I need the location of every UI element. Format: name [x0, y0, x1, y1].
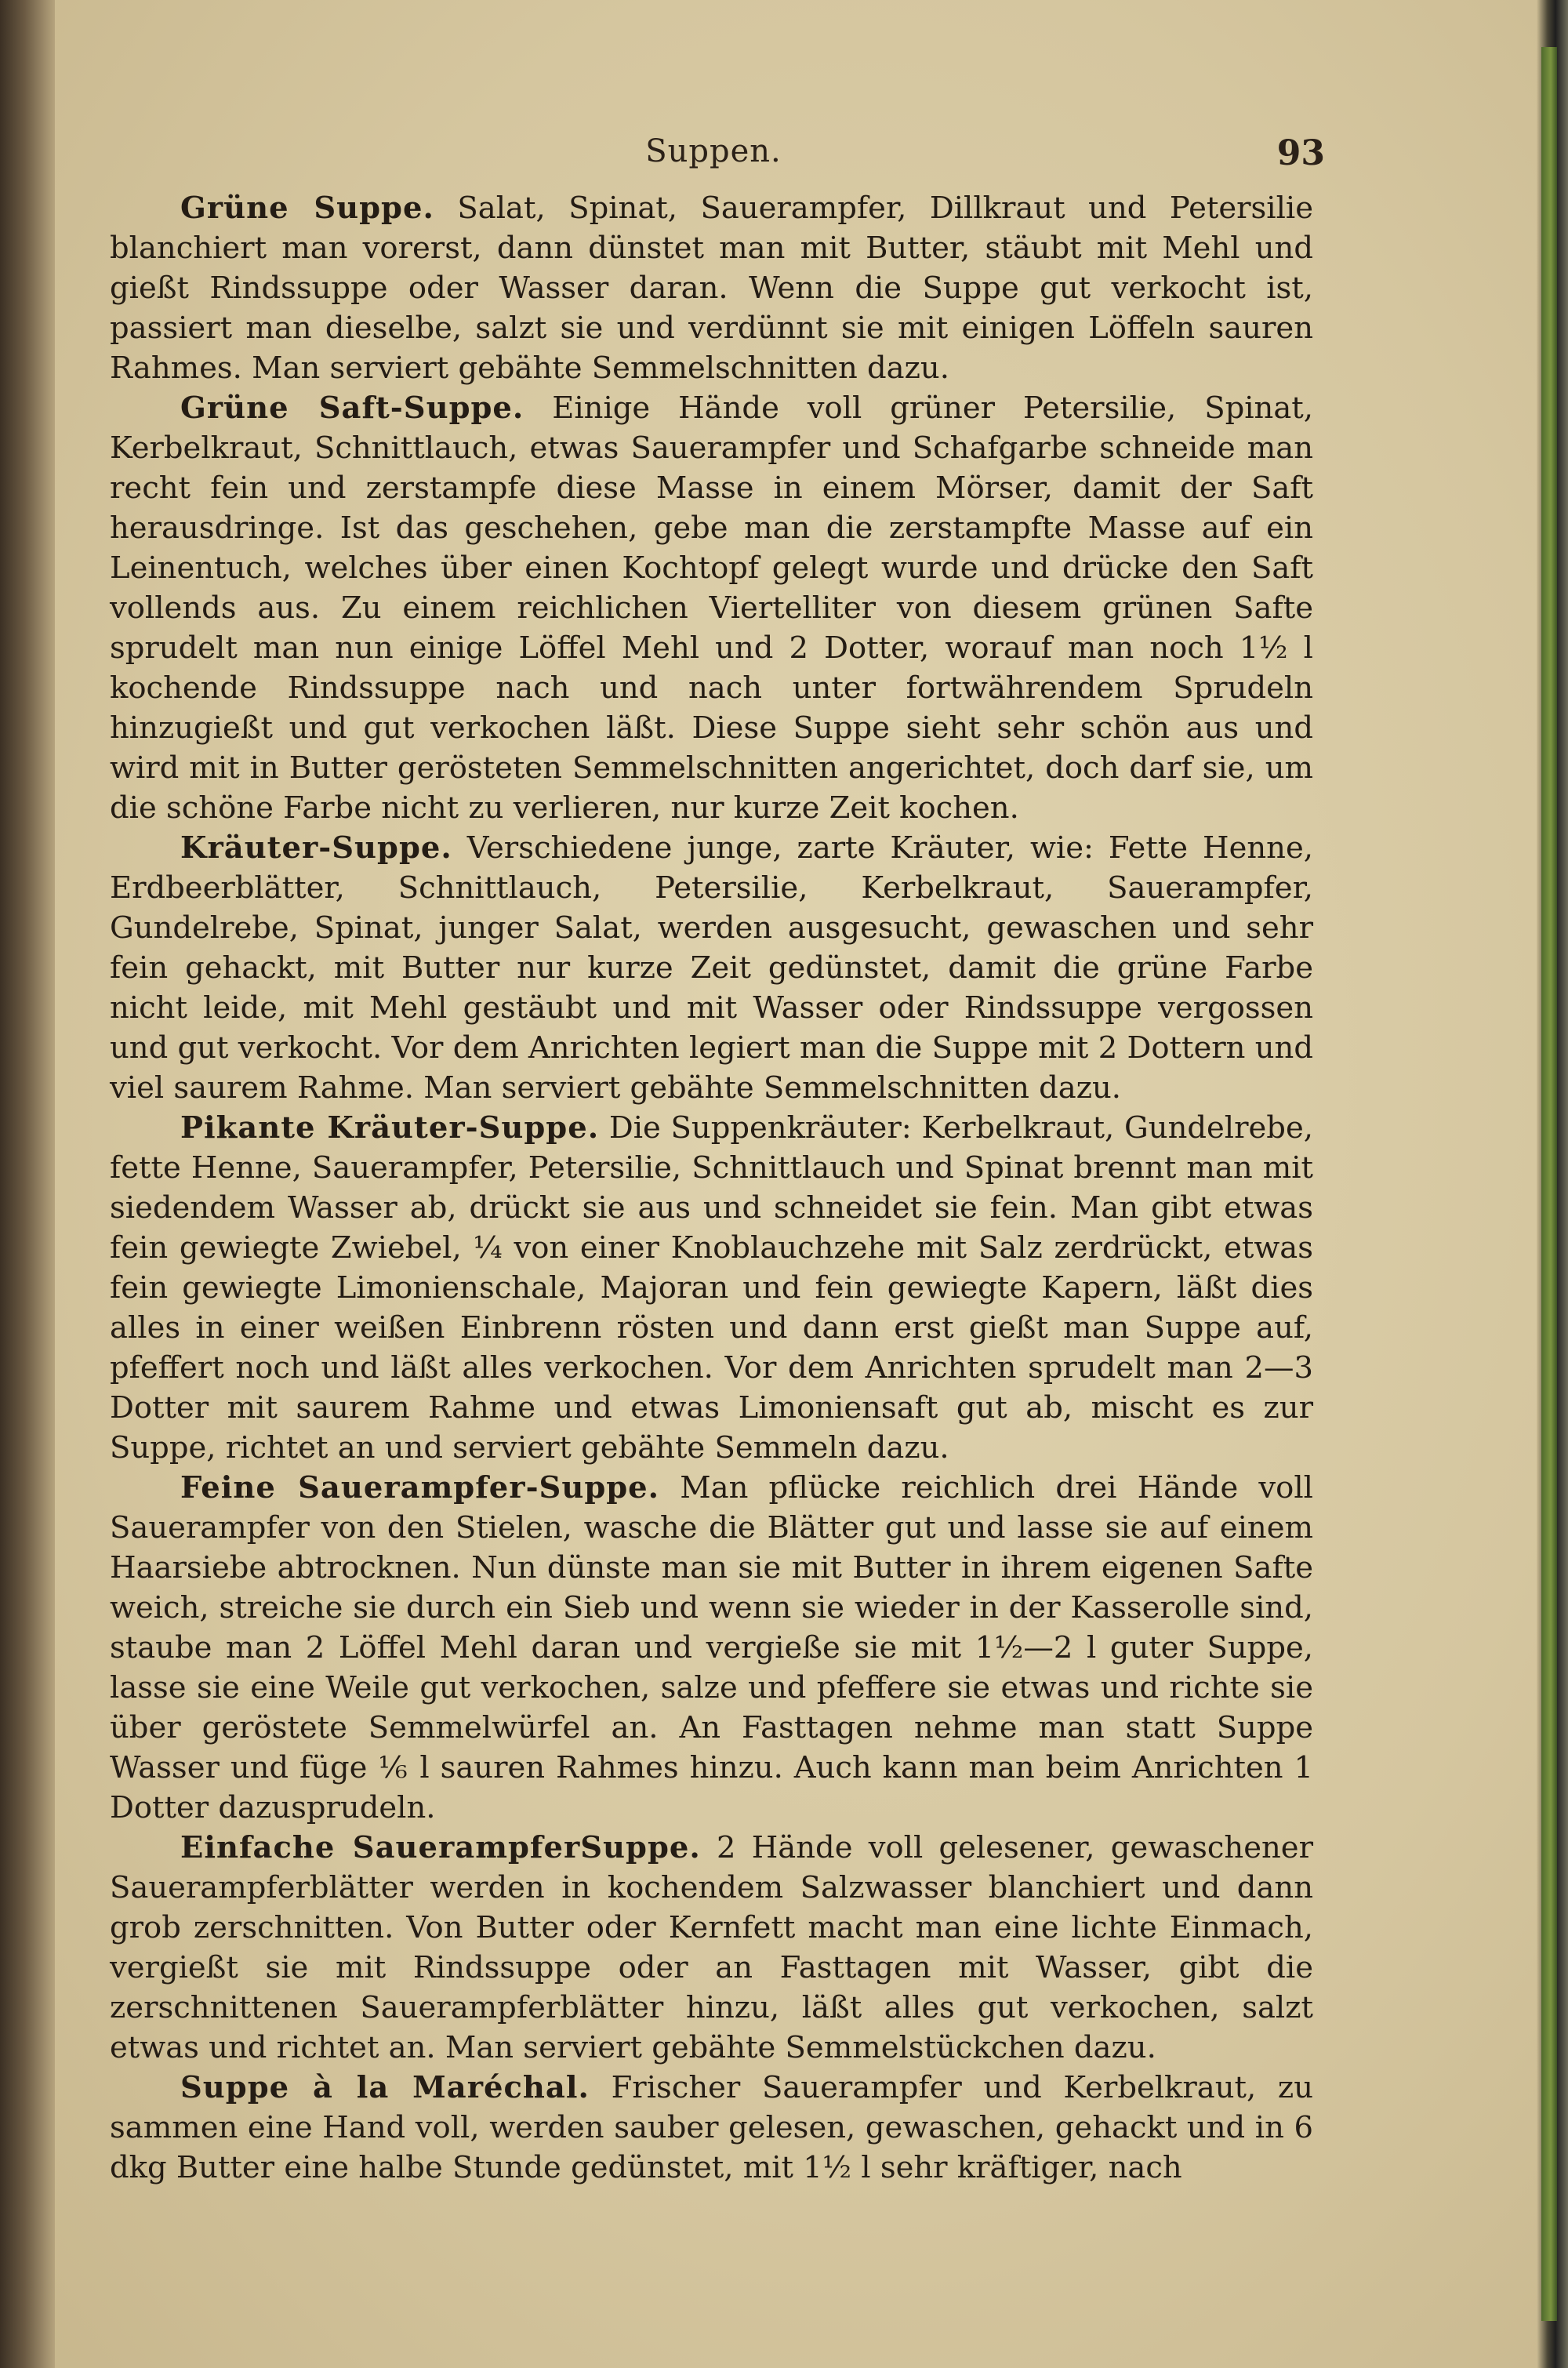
recipe-text: 2 Hände voll gelesener, gewaschener Sauerampferblätter werden in kochendem Salzwasser blanchiert und dann grob zerschnitten. Von Butter oder Kernfett macht man eine lichte Einmach, vergießt sie mit Rindssuppe oder an Fasttagen mit Wasser, gibt die zerschnittenen Sauerampferblätter hinzu, läßt alles gut verkochen, salzt etwas und richtet an. Man serviert gebähte Semmelstückchen dazu.	[110, 1830, 1313, 2065]
green-bookmark-strip	[1541, 47, 1557, 2321]
recipe-title: Suppe à la Maréchal.	[180, 2070, 590, 2105]
recipe-title: Kräuter-Suppe.	[180, 830, 452, 866]
recipe-text: Salat, Spinat, Sauerampfer, Dillkraut und Petersilie blanchiert man vorerst, dann dünstet man mit Butter, stäubt mit Mehl und gießt Rindssuppe oder Wasser daran. Wenn die Suppe gut verkocht ist, passiert man dieselbe, salzt sie und verdünnt sie mit einigen Löffeln sauren Rahmes. Man serviert gebähte Semmelschnitten dazu.	[110, 191, 1313, 386]
recipe-text: Frischer Sauerampfer und Kerbelkraut, zu sammen eine Hand voll, werden sauber gelesen, gewaschen, gehackt und in 6 dkg Butter eine halbe Stunde gedünstet, mit 1½ l sehr kräftiger, nach	[110, 2070, 1313, 2185]
recipe-einfache-sauerampfer-suppe	[110, 1828, 1313, 2068]
recipe-title: Feine Sauerampfer-Suppe.	[180, 1470, 660, 1505]
recipe-kraeuter-suppe	[110, 828, 1313, 1108]
recipe-title: Pikante Kräuter-Suppe.	[180, 1110, 600, 1146]
recipe-text: Verschiedene junge, zarte Kräuter, wie: Fette Henne, Erdbeerblätter, Schnittlauch, Petersilie, Kerbelkraut, Sauerampfer, Gundelrebe, Spinat, junger Salat, werden ausgesucht, gewaschen und sehr fein gehackt, mit Butter nur kurze Zeit gedünstet, damit die grüne Farbe nicht leide, mit Mehl gestäubt und mit Wasser oder Rindssuppe vergossen und gut verkocht. Vor dem Anrichten legiert man die Suppe mit 2 Dottern und viel saurem Rahme. Man serviert gebähte Semmelschnitten dazu.	[110, 830, 1313, 1106]
page-number: 93	[1276, 133, 1325, 173]
recipe-feine-sauerampfer-suppe	[110, 1468, 1313, 1828]
recipe-suppe-a-la-marechal	[110, 2068, 1313, 2188]
recipe-text: Man pflücke reichlich drei Hände voll Sauerampfer von den Stielen, wasche die Blätter gut und lasse sie auf einem Haarsiebe abtrocknen. Nun dünste man sie mit Butter in ihrem eigenen Safte weich, streiche sie durch ein Sieb und wenn sie wieder in der Kasserolle sind, staube man 2 Löffel Mehl daran und vergieße sie mit 1½—2 l guter Suppe, lasse sie eine Weile gut verkochen, salze und pfeffere sie etwas und richte sie über geröstete Semmelwürfel an. An Fasttagen nehme man statt Suppe Wasser und füge ⅙ l sauren Rahmes hinzu. Auch kann man beim Anrichten 1 Dotter dazusprudeln.	[110, 1470, 1313, 1825]
recipe-title: Einfache SauerampferSuppe.	[180, 1830, 701, 1865]
recipe-text: Einige Hände voll grüner Petersilie, Spinat, Kerbelkraut, Schnittlauch, etwas Sauerampfer und Schafgarbe schneide man recht fein und zerstampfe diese Masse in einem Mörser, damit der Saft herausdringe. Ist das geschehen, gebe man die zerstampfte Masse auf ein Leinentuch, welches über einen Kochtopf gelegt wurde und drücke den Saft vollends aus. Zu einem reichlichen Viertelliter von diesem grünen Safte sprudelt man nun einige Löffel Mehl und 2 Dotter, worauf man noch 1½ l kochende Rindssuppe nach und nach unter fortwährendem Sprudeln hinzugießt und gut verkochen läßt. Diese Suppe sieht sehr schön aus und wird mit in Butter gerösteten Semmelschnitten angerichtet, doch darf sie, um die schöne Farbe nicht zu verlieren, nur kurze Zeit kochen.	[110, 390, 1313, 826]
running-head: Suppen.	[645, 133, 782, 169]
page-body	[110, 188, 1313, 2188]
recipe-title: Grüne Saft-Suppe.	[180, 390, 524, 426]
book-gutter	[0, 0, 55, 2368]
recipe-pikante-kraeuter-suppe	[110, 1108, 1313, 1468]
recipe-text: Die Suppenkräuter: Kerbelkraut, Gundelrebe, fette Henne, Sauerampfer, Petersilie, Schnittlauch und Spinat brennt man mit siedendem Wasser ab, drückt sie aus und schneidet sie fein. Man gibt etwas fein gewiegte Zwiebel, ¼ von einer Knoblauchzehe mit Salz zerdrückt, etwas fein gewiegte Limonienschale, Majoran und fein gewiegte Kapern, läßt dies alles in einer weißen Einbrenn rösten und dann erst gießt man Suppe auf, pfeffert noch und läßt alles verkochen. Vor dem Anrichten sprudelt man 2—3 Dotter mit saurem Rahme und etwas Limoniensaft gut ab, mischt es zur Suppe, richtet an und serviert gebähte Semmeln dazu.	[110, 1110, 1313, 1465]
recipe-gruene-saft-suppe	[110, 388, 1313, 828]
page-header	[102, 133, 1325, 180]
recipe-gruene-suppe	[110, 188, 1313, 388]
recipe-title: Grüne Suppe.	[180, 191, 434, 226]
